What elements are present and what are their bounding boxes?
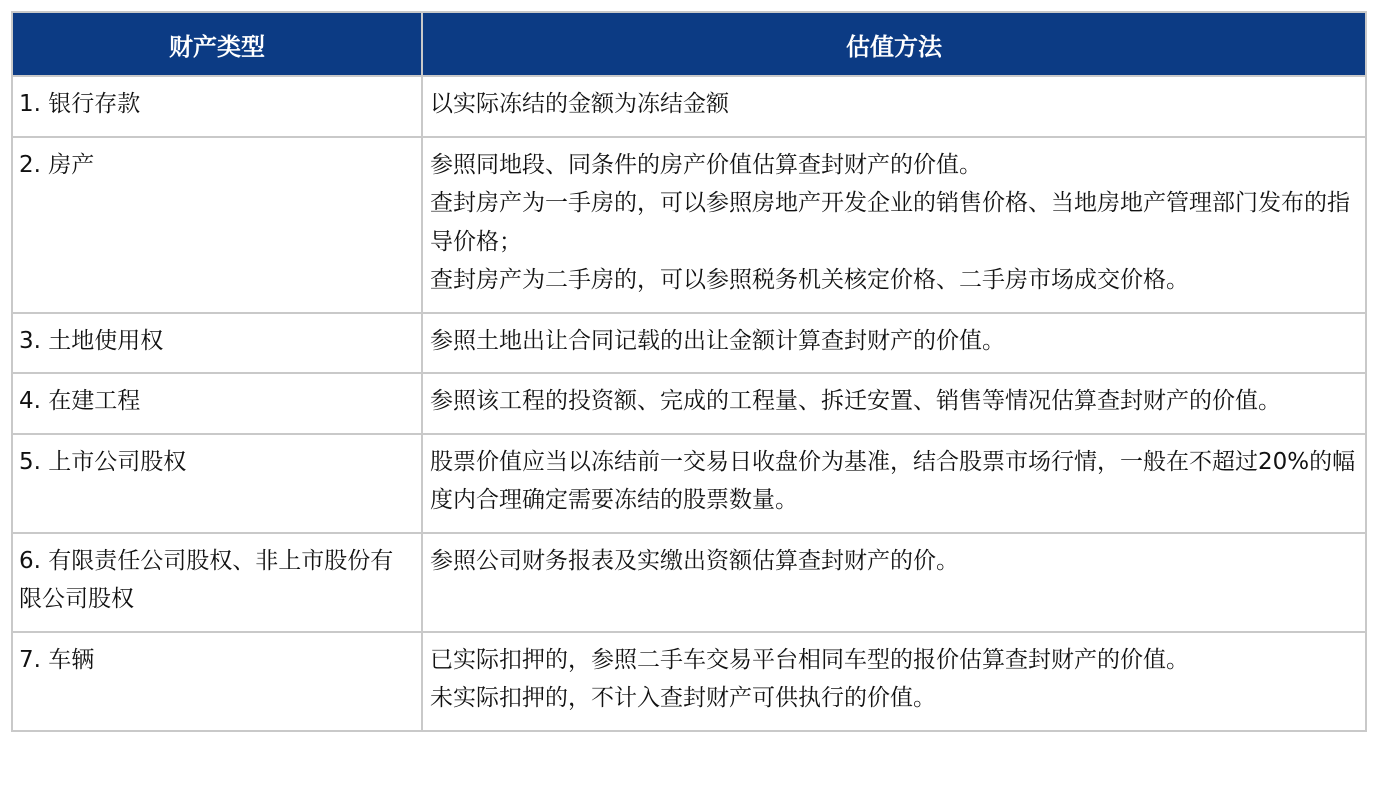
property-type-cell: 1. 银行存款 — [12, 76, 422, 137]
valuation-table — [11, 11, 1367, 732]
table-row — [12, 632, 1366, 731]
method-line: 参照该工程的投资额、完成的工程量、拆迁安置、销售等情况估算查封财产的价值。 — [430, 388, 1281, 414]
method-line: 查封房产为二手房的，可以参照税务机关核定价格、二手房市场成交价格。 — [430, 267, 1189, 293]
header-valuation-method: 估值方法 — [422, 12, 1366, 76]
method-line: 参照同地段、同条件的房产价值估算查封财产的价值。 — [430, 151, 982, 178]
valuation-method-cell — [422, 533, 1366, 632]
valuation-method-cell — [422, 434, 1366, 533]
valuation-method-cell — [422, 632, 1366, 731]
valuation-method-cell — [422, 373, 1366, 434]
valuation-method-cell — [422, 137, 1366, 313]
property-type-cell: 5. 上市公司股权 — [12, 434, 422, 533]
table-row — [12, 434, 1366, 533]
method-line: 未实际扣押的，不计入查封财产可供执行的价值。 — [430, 685, 936, 711]
method-line: 参照土地出让合同记载的出让金额计算查封财产的价值。 — [430, 327, 1005, 354]
table-row — [12, 373, 1366, 434]
table-row — [12, 137, 1366, 313]
table-row — [12, 313, 1366, 374]
header-row — [12, 12, 1366, 76]
method-line: 参照公司财务报表及实缴出资额估算查封财产的价。 — [430, 547, 959, 574]
method-line: 股票价值应当以冻结前一交易日收盘价为基准，结合股票市场行情，一般在不超过20%的幅度内合理确定需要冻结的股票数量。 — [430, 448, 1356, 513]
property-type-cell: 7. 车辆 — [12, 632, 422, 731]
property-type-cell: 4. 在建工程 — [12, 373, 422, 434]
table-row — [12, 76, 1366, 137]
method-line: 已实际扣押的，参照二手车交易平台相同车型的报价估算查封财产的价值。 — [430, 646, 1189, 673]
valuation-method-cell — [422, 76, 1366, 137]
property-type-cell: 3. 土地使用权 — [12, 313, 422, 374]
table-body — [12, 76, 1366, 731]
method-line: 以实际冻结的金额为冻结金额 — [430, 91, 729, 117]
table-header — [12, 12, 1366, 76]
property-type-cell: 2. 房产 — [12, 137, 422, 313]
valuation-method-cell — [422, 313, 1366, 374]
header-property-type: 财产类型 — [12, 12, 422, 76]
table-row — [12, 533, 1366, 632]
property-type-cell: 6. 有限责任公司股权、非上市股份有限公司股权 — [12, 533, 422, 632]
method-line: 查封房产为一手房的，可以参照房地产开发企业的销售价格、当地房地产管理部门发布的指导价格； — [430, 190, 1350, 255]
